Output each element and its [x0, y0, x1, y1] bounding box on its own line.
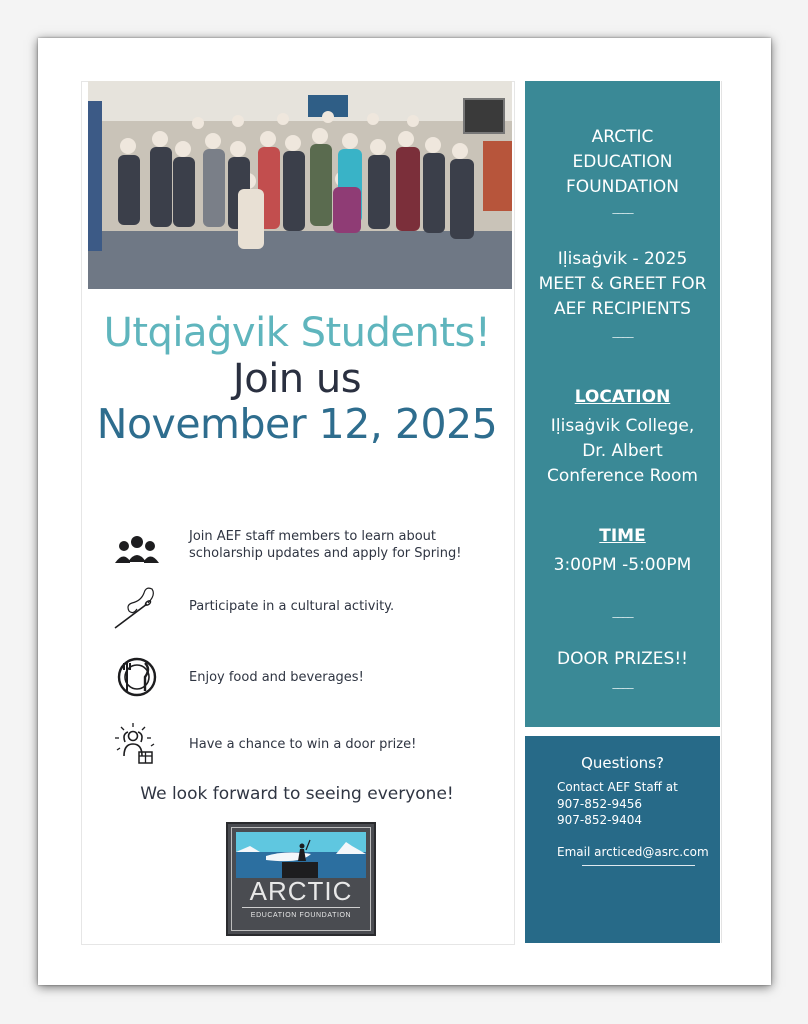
prize-gift-icon [111, 722, 163, 774]
location-heading: LOCATION [574, 387, 671, 407]
activity-text-prize: Have a chance to win a door prize! [189, 737, 417, 752]
headline-date: November 12, 2025 [96, 400, 498, 448]
event-title-line1: Iḷisaġvik - 2025 [557, 249, 688, 269]
time-value: 3:00PM -5:00PM [553, 555, 692, 575]
activity-item-cultural [81, 586, 513, 646]
org-name-line1: ARCTIC [591, 127, 654, 147]
email-link[interactable]: Email arcticed@asrc.com [557, 845, 709, 859]
plate-utensils-icon [111, 655, 163, 707]
group-photo [88, 81, 512, 289]
logo-subtitle: EDUCATION FOUNDATION [250, 912, 352, 919]
group-photo-illustration [88, 81, 512, 289]
closing-message: We look forward to seeing everyone! [140, 784, 454, 804]
door-prizes: DOOR PRIZES!! [557, 649, 688, 669]
location-line1: Iḷisaġvik College, [550, 416, 695, 436]
panel-edge [721, 81, 722, 943]
event-info-panel [525, 81, 720, 727]
activity-item-scholarship [81, 528, 513, 588]
contact-line: Contact AEF Staff at [557, 780, 678, 794]
event-title-line2: MEET & GREET FOR [538, 274, 707, 294]
activity-text-scholarship: Join AEF staff members to learn about scholarship updates and apply for Spring! [189, 529, 462, 561]
aef-logo [226, 822, 376, 936]
divider-1: ____ [612, 200, 633, 214]
location-line3: Conference Room [547, 466, 698, 486]
contact-underline [582, 865, 695, 866]
phone-number-1[interactable]: 907-852-9456 [557, 797, 643, 811]
activity-item-prize [81, 722, 513, 782]
event-title-line3: AEF RECIPIENTS [554, 299, 691, 319]
org-name-line2: EDUCATION [572, 152, 673, 172]
phone-number-2[interactable]: 907-852-9404 [557, 813, 643, 827]
contact-panel [525, 736, 720, 943]
activity-text-food: Enjoy food and beverages! [189, 670, 364, 685]
logo-landscape [236, 832, 366, 878]
needle-thread-icon [111, 586, 163, 638]
activity-item-food [81, 655, 513, 715]
time-heading: TIME [599, 526, 646, 546]
logo-word-arctic: ARCTIC [249, 876, 353, 906]
headline-join-us: Join us [232, 356, 362, 402]
questions-heading: Questions? [581, 754, 664, 772]
flyer [38, 38, 771, 985]
headline-students: Utqiaġvik Students! [103, 310, 491, 356]
divider-2: ____ [612, 324, 633, 338]
people-group-icon [111, 528, 163, 580]
org-name-line3: FOUNDATION [566, 177, 679, 197]
location-line2: Dr. Albert [582, 441, 663, 461]
logo-divider [242, 907, 360, 908]
activity-text-cultural: Participate in a cultural activity. [189, 599, 395, 614]
divider-4: ____ [612, 675, 633, 689]
divider-3: ____ [612, 604, 633, 618]
